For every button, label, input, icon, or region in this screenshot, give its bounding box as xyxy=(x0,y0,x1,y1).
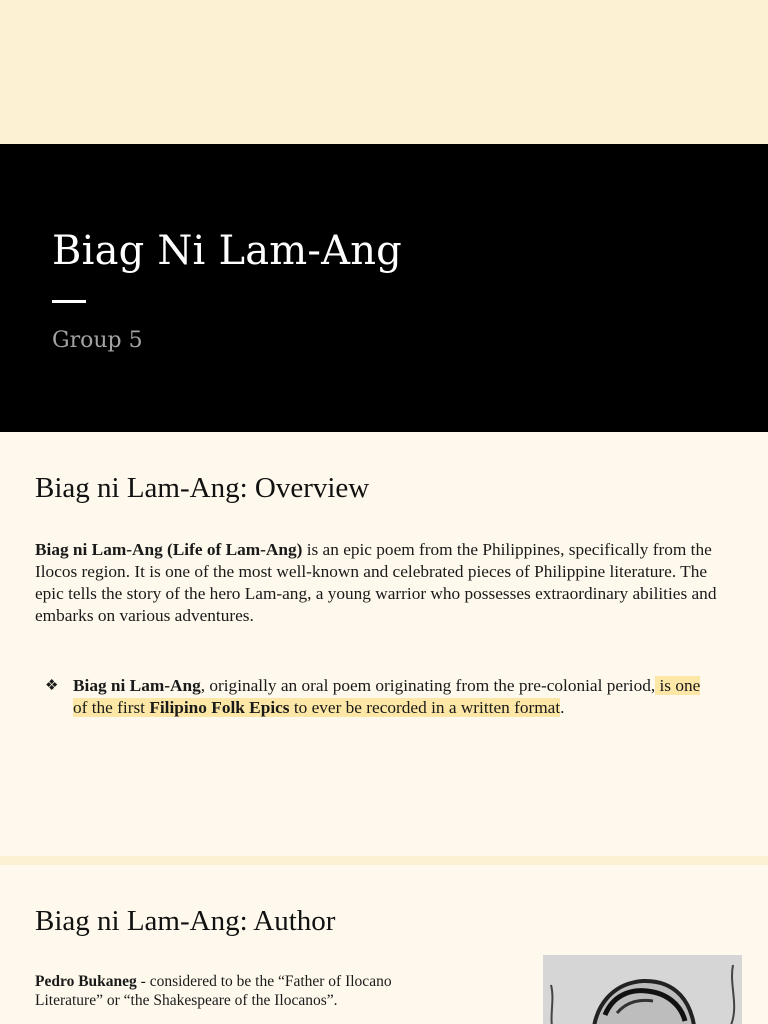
author-heading: Biag ni Lam-Ang: Author xyxy=(35,905,336,937)
highlight-term: Filipino Folk Epics xyxy=(149,698,290,717)
author-paragraph xyxy=(35,972,455,1010)
top-margin-band xyxy=(0,0,768,144)
portrait-sketch-icon xyxy=(543,955,742,1024)
overview-slide xyxy=(0,432,768,856)
title-divider xyxy=(52,300,86,303)
bullet-end: . xyxy=(560,698,565,717)
highlight-text-2: to ever be recorded in a written format xyxy=(289,698,561,717)
bullet-text xyxy=(73,675,715,719)
diamond-bullet-icon: ❖ xyxy=(45,678,59,694)
overview-bullet xyxy=(45,675,715,719)
bullet-plain-text: , originally an oral poem originating from the pre-colonial period, xyxy=(200,676,656,695)
overview-text: is an epic poem from the Philippines, specifically from the Ilocos region. It is one of the most well-known and celebrated pieces of Philippine literature. The epic tells the story of the hero Lam-ang, a young warrior who possesses extraordinary abilities and embarks on various adventures. xyxy=(35,540,717,625)
author-portrait-image xyxy=(543,955,742,1024)
slide-title: Biag Ni Lam-Ang xyxy=(52,228,402,274)
highlight-text-1: is one of the first xyxy=(73,676,701,717)
bullet-term: Biag ni Lam-Ang xyxy=(73,676,201,695)
title-slide xyxy=(0,144,768,432)
slide-subtitle: Group 5 xyxy=(52,328,143,353)
author-name: Pedro Bukaneg xyxy=(35,973,137,990)
overview-term: Biag ni Lam-Ang (Life of Lam-Ang) xyxy=(35,540,303,559)
author-description: - considered to be the “Father of Ilocano Literature” or “the Shakespeare of the Ilocanos”. xyxy=(35,973,392,1009)
overview-heading: Biag ni Lam-Ang: Overview xyxy=(35,472,370,504)
author-slide xyxy=(0,865,768,1024)
overview-paragraph xyxy=(35,539,735,627)
slide-gap xyxy=(0,856,768,865)
